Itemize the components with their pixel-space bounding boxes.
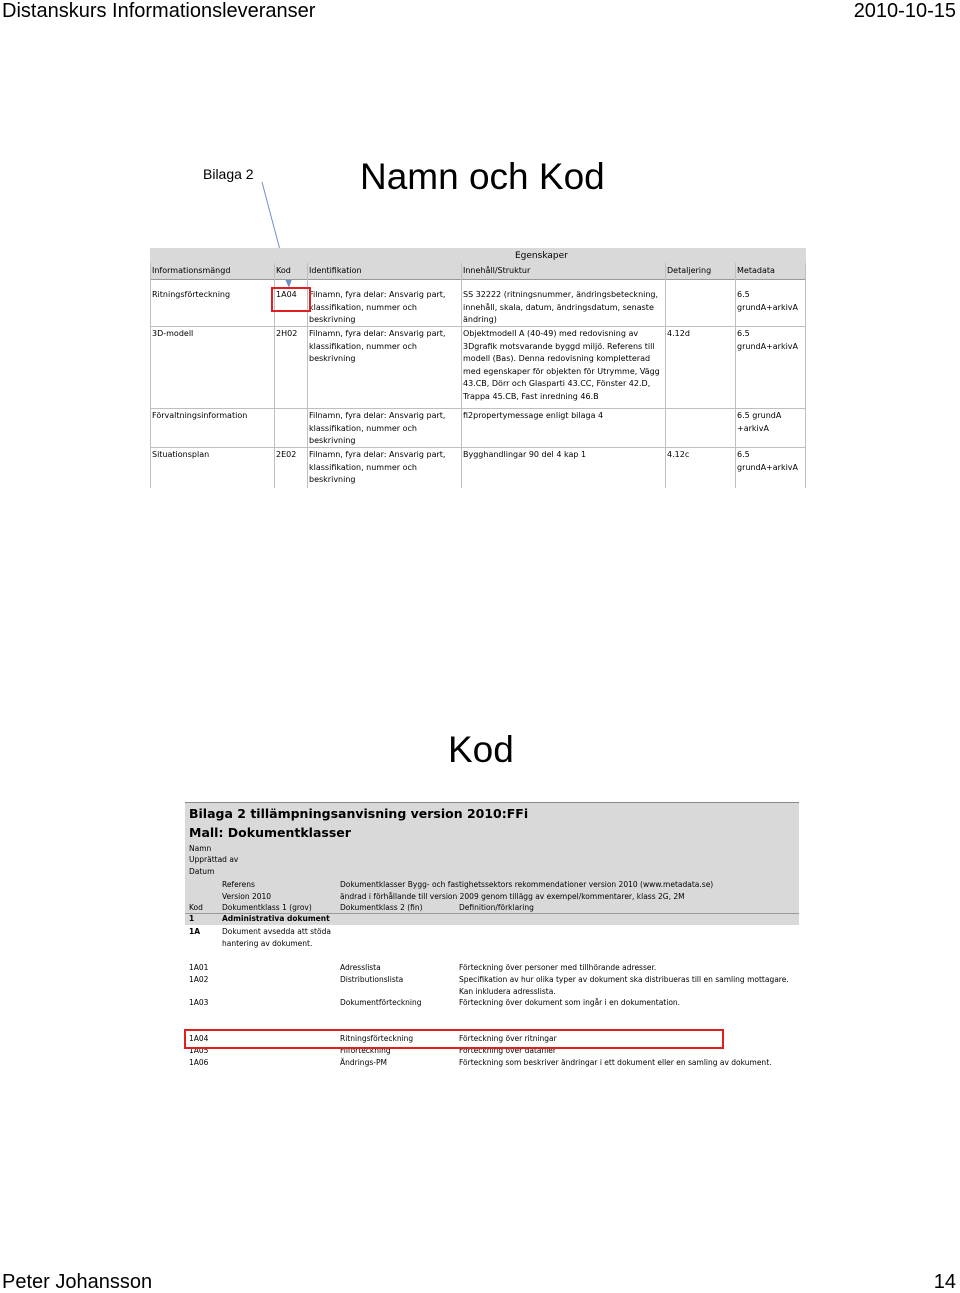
col-header-dokumentklass-1: Dokumentklass 1 (grov): [222, 903, 312, 912]
table-row-def: Förteckning över ritningar: [459, 1034, 557, 1043]
footer-author: Peter Johansson: [2, 1271, 153, 1293]
table-row-code: 1A04: [189, 1034, 209, 1043]
table-row-cell: Filnamn, fyra delar: Ansvarig part, klassifikation, nummer och beskrivning: [309, 290, 446, 324]
annex-note: Bilaga 2: [203, 166, 254, 182]
slide-title-namn-och-kod: Namn och Kod: [360, 156, 605, 197]
table-row-cell: 4.12c: [667, 450, 690, 459]
col-header-identifikation: Identifikation: [309, 266, 362, 275]
table-row-code: 1A06: [189, 1058, 209, 1067]
table-row-cell: Filnamn, fyra delar: Ansvarig part, klassifikation, nummer och beskrivning: [309, 329, 446, 363]
table-row-cell: 1A04: [276, 290, 297, 299]
table-row-code: 1A02: [189, 975, 209, 984]
col-header-kod: Kod: [276, 266, 291, 275]
footer-page-number: 14: [933, 1271, 956, 1293]
table-row-cell: 3D-modell: [152, 329, 194, 338]
table-row-name: Distributionslista: [340, 975, 404, 984]
col-header-detaljering: Detaljering: [667, 266, 712, 275]
col-header-dokumentklass-2: Dokumentklass 2 (fin): [340, 903, 423, 912]
table-row-cell: 6.5 grundA+arkivA: [737, 450, 799, 472]
table-row-def: Förteckning över personer med tillhörande adresser.: [459, 963, 657, 972]
table-row-cell: Förvaltningsinformation: [152, 411, 248, 420]
table-row-cell: 6.5 grundA+arkivA: [737, 329, 799, 351]
table-row-name: Ritningsförteckning: [340, 1034, 414, 1043]
table-row-cell: SS 32222 (ritningsnummer, ändringsbeteckning, innehåll, skala, datum, ändringsdatum, senaste ändring): [463, 290, 659, 324]
col-header-metadata: Metadata: [737, 266, 775, 275]
document-header-date: 2010-10-15: [853, 0, 956, 22]
class-1-name: Administrativa dokument: [222, 914, 330, 923]
col-header-innehall: Innehåll/Struktur: [463, 266, 531, 275]
table-row-name: Adresslista: [340, 963, 381, 972]
col-header-kod: Kod: [189, 903, 203, 912]
meta-label-namn: Namn: [189, 844, 212, 853]
slide-title-kod: Kod: [448, 729, 514, 770]
table-row-name: Filförteckning: [340, 1046, 391, 1055]
template-heading: Bilaga 2 tillämpningsanvisning version 2010:FFi: [189, 806, 529, 821]
table-row-code: 1A01: [189, 963, 209, 972]
table-row-cell: Filnamn, fyra delar: Ansvarig part, klassifikation, nummer och beskrivning: [309, 450, 446, 484]
table-row-cell: Objektmodell A (40-49) med redovisning av 3Dgrafik motsvarande byggd miljö. Referens till modell (Bas). Denna redovisning kompletterad med egenskaper för objekten för Utrymme, Vägg 43.CB, Dörr och Glasparti 43.CC, Fönster 42.D, Trappa 45.CB, Fast inredning 46.B: [463, 329, 660, 401]
col-header-informationsmangd: Informationsmängd: [152, 266, 231, 275]
class-1-code: 1: [189, 914, 195, 923]
properties-band: [150, 248, 806, 264]
class-1a-code: 1A: [189, 927, 201, 936]
table-row-def: Förteckning över datafiler: [459, 1046, 556, 1055]
deliverables-table: [150, 248, 806, 488]
table-row-def: Specifikation av hur olika typer av dokument ska distribueras till en samling mottagare. Kan inkludera adresslista.: [459, 975, 789, 996]
table-row-def: Förteckning som beskriver ändringar i ett dokument eller en samling av dokument.: [459, 1058, 772, 1067]
table-row-def: Förteckning över dokument som ingår i en dokumentation.: [459, 998, 681, 1007]
table-row-cell: Ritningsförteckning: [152, 290, 231, 299]
highlight-box-kod: [271, 287, 311, 312]
table-row-code: 1A03: [189, 998, 209, 1007]
ref-text: Dokumentklasser Bygg- och fastighetssektors rekommendationer version 2010 (www.metadata.se): [340, 880, 714, 889]
version-text: ändrad i förhållande till version 2009 genom tillägg av exempel/kommentarer, klass 2G, 2M: [340, 892, 685, 901]
table-row-code: 1A05: [189, 1046, 209, 1055]
table-row-cell: 4.12d: [667, 329, 690, 338]
ref-label: Referens: [222, 880, 255, 889]
document-header-title: Distanskurs Informationsleveranser: [2, 0, 316, 22]
table-row-cell: fi2propertymessage enligt bilaga 4: [463, 411, 604, 420]
table-row-name: Ändrings-PM: [340, 1058, 387, 1067]
class-1a-desc: Dokument avsedda att stöda hantering av dokument.: [222, 927, 331, 948]
col-header-definition: Definition/förklaring: [459, 903, 534, 912]
meta-label-datum: Datum: [189, 867, 215, 876]
properties-band-label: Egenskaper: [515, 251, 568, 261]
table-row-cell: 6.5 grundA +arkivA: [737, 411, 782, 433]
version-label: Version 2010: [222, 892, 272, 901]
table-row-cell: 2E02: [276, 450, 297, 459]
table-row-cell: Bygghandlingar 90 del 4 kap 1: [463, 450, 587, 459]
table-row-cell: Situationsplan: [152, 450, 210, 459]
template-subheading: Mall: Dokumentklasser: [189, 825, 351, 840]
table-row-cell: Filnamn, fyra delar: Ansvarig part, klassifikation, nummer och beskrivning: [309, 411, 446, 445]
highlight-box-ritningsforteckning: [184, 1029, 724, 1049]
meta-label-upprattad: Upprättad av: [189, 855, 239, 864]
table-row-name: Dokumentförteckning: [340, 998, 422, 1007]
table-row-cell: 6.5 grundA+arkivA: [737, 290, 799, 312]
table-row-cell: 2H02: [276, 329, 298, 338]
